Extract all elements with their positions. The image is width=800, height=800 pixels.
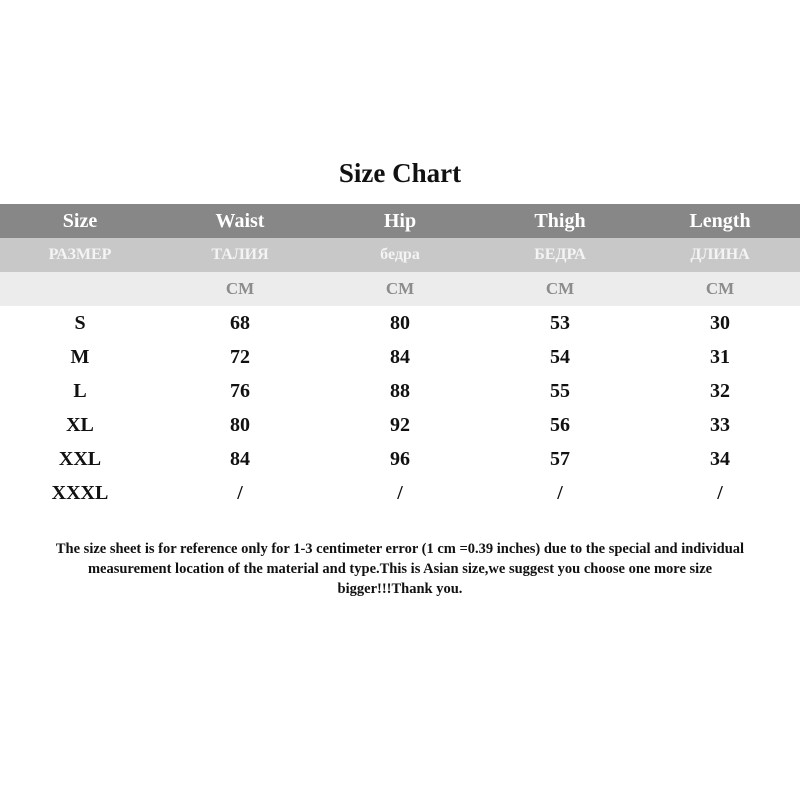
thigh-cell: 56 xyxy=(550,414,570,436)
thigh-cell: 57 xyxy=(550,448,570,470)
header-row xyxy=(0,204,800,238)
thigh-cell: 53 xyxy=(550,312,570,334)
size-cell: S xyxy=(74,312,86,334)
header-cell-length: Length xyxy=(689,210,751,232)
unit-cell-waist: CM xyxy=(225,279,255,298)
header-cell-size: Size xyxy=(62,210,98,232)
thigh-cell: 55 xyxy=(550,380,570,402)
hip-cell: 84 xyxy=(390,346,410,368)
hip-cell: 96 xyxy=(390,448,410,470)
size-disclaimer-note xyxy=(10,539,790,599)
unit-cell-thigh: CM xyxy=(545,279,575,298)
table-row xyxy=(0,442,800,476)
size-cell: XXL xyxy=(58,448,102,470)
note-line: bigger!!!Thank you. xyxy=(337,581,463,597)
page-title: Size Chart xyxy=(338,158,462,188)
hip-cell: 88 xyxy=(390,380,410,402)
unit-cell-length: CM xyxy=(705,279,735,298)
unit-cell-hip: CM xyxy=(385,279,415,298)
waist-cell: 80 xyxy=(230,414,250,436)
russian-header-cell-hip: бедра xyxy=(380,246,420,263)
header-cell-waist: Waist xyxy=(215,210,265,232)
waist-cell: 68 xyxy=(230,312,250,334)
hip-cell: 92 xyxy=(390,414,410,436)
russian-header-cell-size: РАЗМЕР xyxy=(48,246,112,263)
note-line: The size sheet is for reference only for 1-3 centimeter error (1 cm =0.39 inches) due to the special and individual xyxy=(55,541,745,557)
russian-header-cell-thigh: БЕДРА xyxy=(534,246,586,263)
table-row xyxy=(0,306,800,340)
thigh-cell: 54 xyxy=(550,346,570,368)
length-cell: 31 xyxy=(710,346,730,368)
size-cell: XXXL xyxy=(51,482,109,504)
hip-cell: 80 xyxy=(390,312,410,334)
header-cell-thigh: Thigh xyxy=(534,210,586,232)
size-cell: XL xyxy=(66,414,94,436)
russian-header-cell-length: ДЛИНА xyxy=(690,246,750,263)
unit-row xyxy=(0,272,800,306)
hip-cell: / xyxy=(397,482,403,504)
size-cell: L xyxy=(73,380,87,402)
table-row xyxy=(0,408,800,442)
size-chart-table xyxy=(0,204,800,510)
thigh-cell: / xyxy=(557,482,563,504)
waist-cell: / xyxy=(237,482,243,504)
length-cell: 33 xyxy=(710,414,730,436)
unit-cell-size xyxy=(0,272,160,306)
waist-cell: 84 xyxy=(230,448,250,470)
russian-header-row xyxy=(0,238,800,272)
russian-header-cell-waist: ТАЛИЯ xyxy=(211,246,269,263)
length-cell: 30 xyxy=(710,312,730,334)
size-cell: M xyxy=(70,346,90,368)
length-cell: / xyxy=(717,482,723,504)
header-cell-hip: Hip xyxy=(383,210,417,232)
length-cell: 32 xyxy=(710,380,730,402)
note-line: measurement location of the material and type.This is Asian size,we suggest you choose one more size xyxy=(87,561,713,577)
table-row xyxy=(0,340,800,374)
table-row xyxy=(0,476,800,510)
length-cell: 34 xyxy=(710,448,730,470)
table-row xyxy=(0,374,800,408)
waist-cell: 72 xyxy=(230,346,250,368)
waist-cell: 76 xyxy=(230,380,250,402)
